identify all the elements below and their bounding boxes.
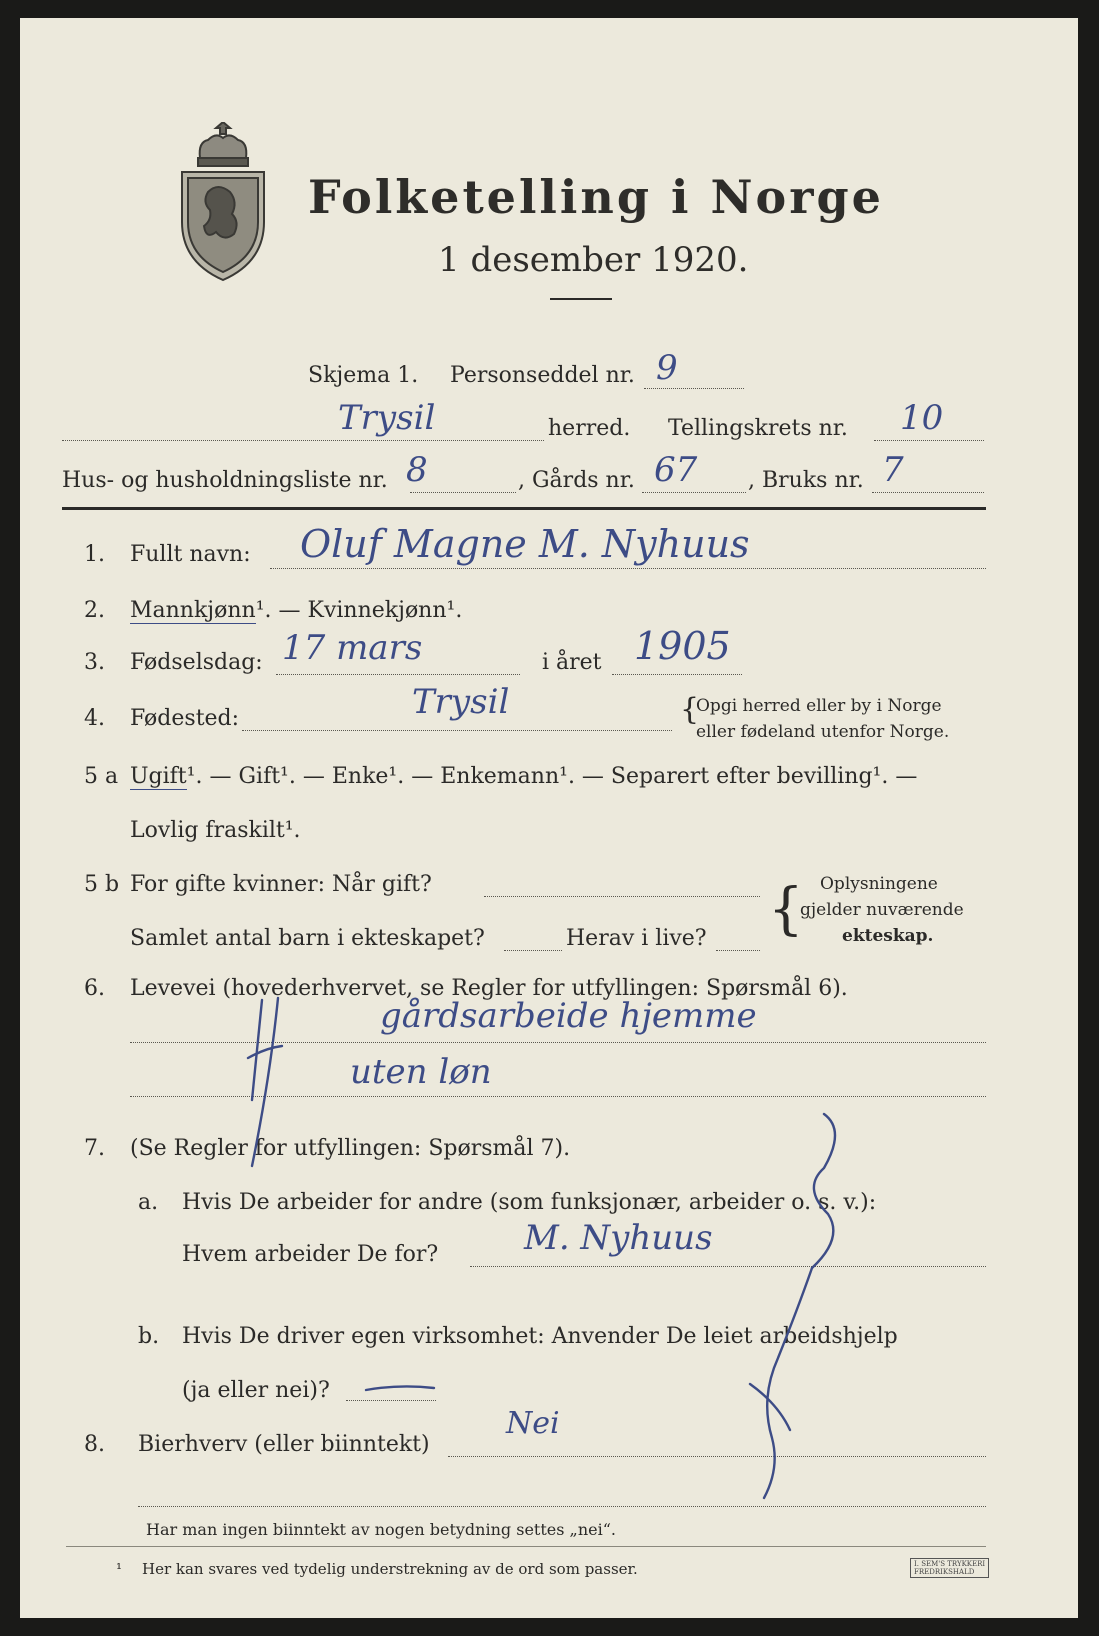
husliste-label: Hus- og husholdningsliste nr. [62, 468, 388, 493]
gards-label: , Gårds nr. [518, 468, 635, 493]
occupation-value-1: gårdsarbeide hjemme [380, 996, 757, 1036]
female-option[interactable]: Kvinnekjønn¹. [307, 598, 463, 623]
q5b-herav: Herav i live? [566, 926, 707, 951]
q6-number: 6. [84, 976, 105, 1001]
personseddel-label: Personseddel nr. [450, 363, 635, 388]
tellingskrets-label: Tellingskrets nr. [668, 416, 848, 441]
q5a-line2[interactable]: Lovlig fraskilt¹. [130, 818, 301, 843]
q4-number: 4. [84, 706, 105, 731]
side-income-value: Nei [506, 1406, 560, 1441]
male-option[interactable]: Mannkjønn [130, 598, 256, 623]
q7a-label: Hvis De arbeider for andre (som funksjonær, arbeider o. s. v.): [182, 1190, 877, 1215]
employer-value: M. Nyhuus [524, 1218, 713, 1258]
bruks-label: , Bruks nr. [748, 468, 864, 493]
q4-note-1: Opgi herred eller by i Norge [696, 696, 942, 716]
personseddel-value: 9 [656, 348, 678, 388]
footnote-text: Her kan svares ved tydelig understrekning av de ord som passer. [142, 1560, 638, 1578]
q7-number: 7. [84, 1136, 105, 1161]
q7b-label: Hvis De driver egen virksomhet: Anvender De leiet arbeidshjelp [182, 1324, 898, 1349]
full-name-value: Oluf Magne M. Nyhuus [300, 522, 750, 566]
q3-label: Fødselsdag: [130, 650, 263, 675]
herred-value: Trysil [338, 398, 436, 438]
q6-label: Levevei (hovederhvervet, se Regler for utfyllingen: Spørsmål 6). [130, 976, 848, 1001]
q5a-other-options[interactable]: ¹. — Gift¹. — Enke¹. — Enkemann¹. — Separert efter bevilling¹. — [186, 764, 918, 789]
tellingskrets-value: 10 [900, 398, 944, 438]
q5b-note-2: gjelder nuværende [800, 900, 964, 920]
gards-value: 67 [654, 450, 698, 490]
birthdate-value: 17 mars [282, 628, 423, 668]
q3-number: 3. [84, 650, 105, 675]
q5a-number: 5 a [84, 764, 119, 789]
occupation-value-2: uten løn [350, 1052, 492, 1092]
q7a-line2: Hvem arbeider De for? [182, 1242, 439, 1267]
form-title: Folketelling i Norge [308, 170, 884, 224]
gender-separator: ¹. — [255, 598, 308, 623]
printer-line-2: FREDRIKSHALD [914, 1568, 975, 1576]
q4-note-2: eller fødeland utenfor Norge. [696, 722, 950, 742]
q7-label: (Se Regler for utfyllingen: Spørsmål 7). [130, 1136, 571, 1161]
q5b-number: 5 b [84, 872, 120, 897]
footnote-rule [66, 1546, 986, 1547]
ugift-option[interactable]: Ugift [130, 764, 187, 789]
birthplace-value: Trysil [412, 682, 510, 722]
q7b-letter: b. [138, 1324, 160, 1349]
schema-label: Skjema 1. [308, 363, 419, 388]
q8-label: Bierhverv (eller biinntekt) [138, 1432, 430, 1457]
q3-year-label: i året [542, 650, 602, 675]
q5b-note-1: Oplysningene [820, 874, 938, 894]
pen-strokes [20, 18, 1078, 1618]
census-form [20, 18, 1078, 1618]
bruks-value: 7 [882, 450, 904, 490]
form-date: 1 desember 1920. [438, 240, 749, 280]
q7a-letter: a. [138, 1190, 159, 1215]
q2-number: 2. [84, 598, 105, 623]
printer-line-1: I. SEM'S TRYKKERI [914, 1560, 986, 1568]
husliste-value: 8 [406, 450, 428, 490]
q1-label: Fullt navn: [130, 542, 251, 567]
footnote-mark: ¹ [116, 1560, 123, 1578]
q5b-line2: Samlet antal barn i ekteskapet? [130, 926, 485, 951]
q5b-bracket: { [768, 877, 804, 942]
q8-note: Har man ingen biinntekt av nogen betydning settes „nei“. [146, 1520, 616, 1539]
q7b-line2: (ja eller nei)? [182, 1378, 330, 1403]
printer-stamp [910, 1558, 989, 1578]
q8-number: 8. [84, 1432, 105, 1457]
q5b-note-3: ekteskap. [842, 926, 934, 946]
q4-label: Fødested: [130, 706, 240, 731]
birthyear-value: 1905 [634, 624, 731, 668]
herred-label: herred. [548, 416, 631, 441]
q1-number: 1. [84, 542, 105, 567]
q4-bracket: { [680, 692, 700, 727]
q5b-label: For gifte kvinner: Når gift? [130, 872, 432, 897]
